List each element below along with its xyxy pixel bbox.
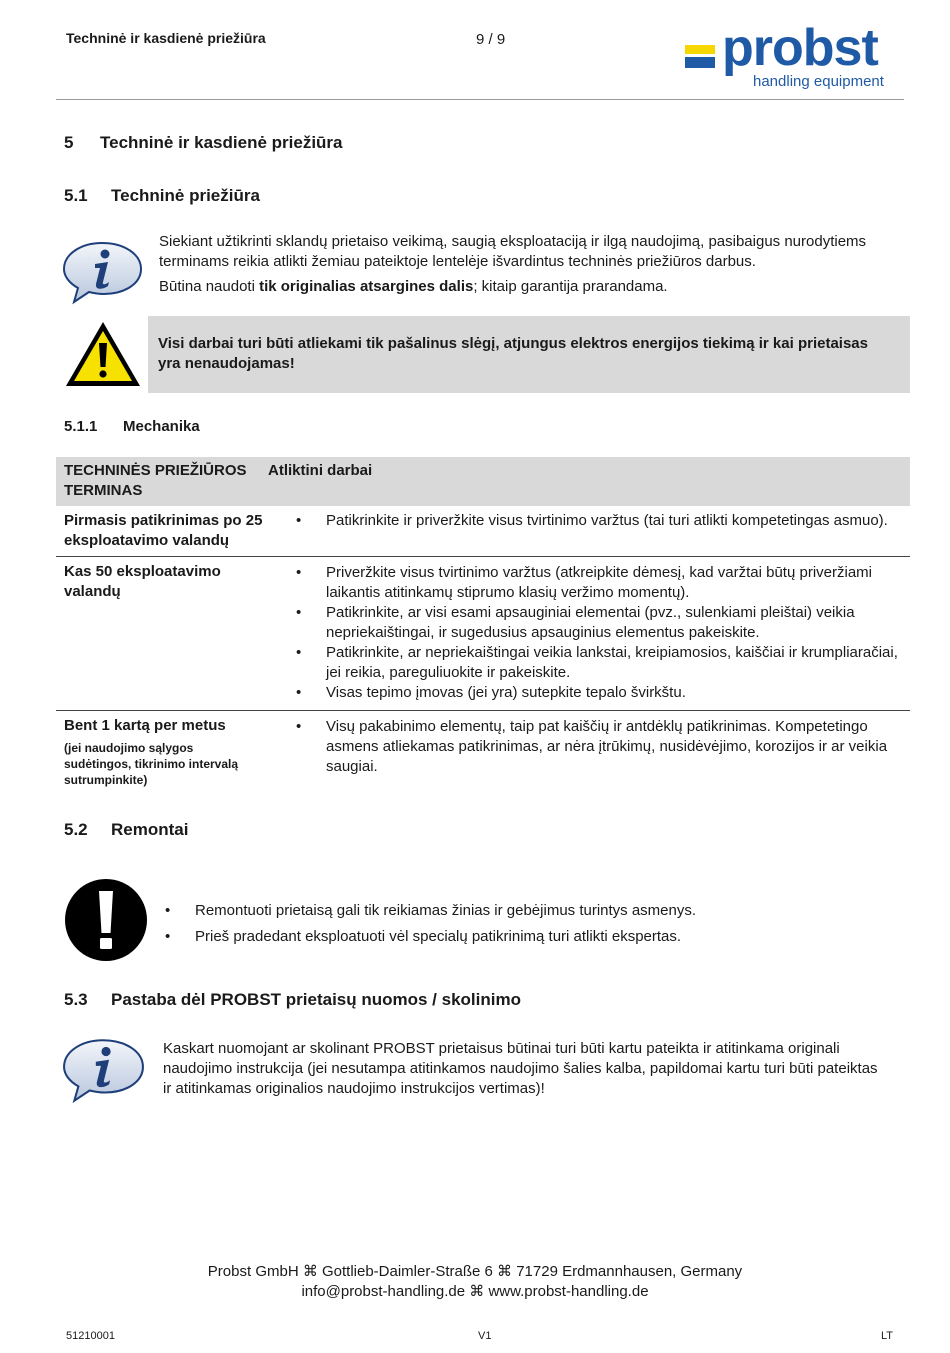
info-paragraph: Siekiant užtikrinti sklandų prietaiso veikimą, saugią eksploataciją ir ilgą naudojimą, pasibaigus nurodytiems terminams reikia atlikti žemiau pateiktoje lentelėje išvardintus techninės priežiūros darbus.	[159, 233, 867, 270]
footer-address: Probst GmbH ⌘ Gottlieb-Daimler-Straße 6 ⌘ 71729 Erdmannhausen, Germany	[207, 1263, 743, 1280]
table-row-tasks	[296, 717, 906, 777]
table-row-term: Kas 50 eksploatavimo valandų	[64, 563, 221, 600]
table-header-term: TECHNINĖS PRIEŽIŪROS TERMINAS	[64, 462, 247, 499]
language-code: LT	[881, 1330, 894, 1342]
warning-text: Visi darbai turi būti atliekami tik pašalinus slėgį, atjungus elektros energijos tiekimą ir kai prietaisas yra nenaudojamas!	[158, 335, 868, 372]
table-row-note: (jei naudojimo sąlygos sudėtingos, tikrinimo intervalą sutrumpinkite)	[64, 741, 239, 787]
logo-subtitle: handling equipment	[753, 73, 884, 90]
table-header	[56, 457, 910, 506]
header-title: Techninė ir kasdienė priežiūra	[66, 30, 266, 46]
section-5-heading: 5 Techninė ir kasdienė priežiūra	[64, 133, 343, 152]
list-item: • Patikrinkite, ar visi esami apsauginiai elementai (pvz., sulenkiami pleištai) veikia nepriekaištingai, ir sugedusius apsauginius elementus pakeiskite.	[296, 603, 906, 643]
list-item: • Priveržkite visus tvirtinimo varžtus (atkreipkite dėmesį, kad varžtai būtų priveržiami laikantis atitinkamų stiprumo klasių veržimo momentų).	[296, 563, 906, 603]
list-item: • Visas tepimo įmovas (jei yra) sutepkite tepalo švirkštu.	[296, 683, 906, 703]
section-5-1-1-heading: 5.1.1 Mechanika	[64, 418, 200, 435]
list-item: • Patikrinkite ir priveržkite visus tvirtinimo varžtus (tai turi atlikti kompetetingas asmuo).	[296, 511, 906, 531]
warning-box	[148, 316, 910, 393]
logo-mark-icon	[685, 45, 715, 68]
table-row-tasks	[296, 511, 906, 531]
section-5-2-heading: 5.2 Remontai	[64, 820, 189, 839]
footer-contact: info@probst-handling.de ⌘ www.probst-handling.de	[301, 1283, 649, 1300]
section-5-3-heading: 5.3 Pastaba dėl PROBST prietaisų nuomos / skolinimo	[64, 990, 521, 1009]
version: V1	[478, 1330, 492, 1342]
list-item: • Visų pakabinimo elementų, taip pat kaiščių ir antdėklų patikrinimas. Kompetetingo asmens atliekamas patikrinimas, ar nėra įtrūkimų, nusidėvėjimo, korozijos ir ar veikia saugiai.	[296, 717, 906, 777]
warning-triangle-icon	[64, 319, 142, 389]
section-5-1-heading: 5.1 Techninė priežiūra	[64, 186, 260, 205]
repair-list	[165, 898, 885, 950]
list-item: • Patikrinkite, ar nepriekaištingai veikia lankstai, kreipiamosios, kaiščiai ir krumpliaračiai, jei reikia, pareguliuokite ir pakeiskite.	[296, 643, 906, 683]
list-item: • Remontuoti prietaisą gali tik reikiamas žinias ir gebėjimus turintys asmenys.	[165, 898, 885, 924]
table-row-divider	[56, 710, 910, 711]
rental-note: Kaskart nuomojant ar skolinant PROBST prietaisus būtinai turi būti kartu pateikta ir atitinkama originali naudojimo instrukcija (jei nesutampa atitinkamos naudojimo šalies kalba, papildomai kartu turi būti pateiktas ir atitinkamas originalios naudojimo instrukcijos vertimas)!	[163, 1040, 878, 1097]
table-row-term: Bent 1 kartą per metus	[64, 717, 226, 734]
table-row-term: Pirmasis patikrinimas po 25 eksploatavimo valandų	[64, 512, 263, 549]
info-speech-bubble-icon	[62, 240, 144, 306]
table-row-tasks	[296, 563, 906, 703]
page-number: 9 / 9	[476, 31, 506, 48]
info-speech-bubble-icon	[62, 1037, 146, 1105]
header-divider	[56, 99, 904, 100]
document-number: 51210001	[66, 1330, 115, 1342]
table-row-divider	[56, 556, 910, 557]
original-parts-note: Būtina naudoti tik originalias atsargines dalis; kitaip garantija prarandama.	[159, 278, 668, 295]
table-header-work: Atliktini darbai	[268, 462, 373, 479]
logo-wordmark: probst	[722, 19, 878, 77]
list-item: • Prieš pradedant eksploatuoti vėl specialų patikrinimą turi atlikti ekspertas.	[165, 924, 885, 950]
exclamation-circle-icon	[64, 878, 148, 962]
